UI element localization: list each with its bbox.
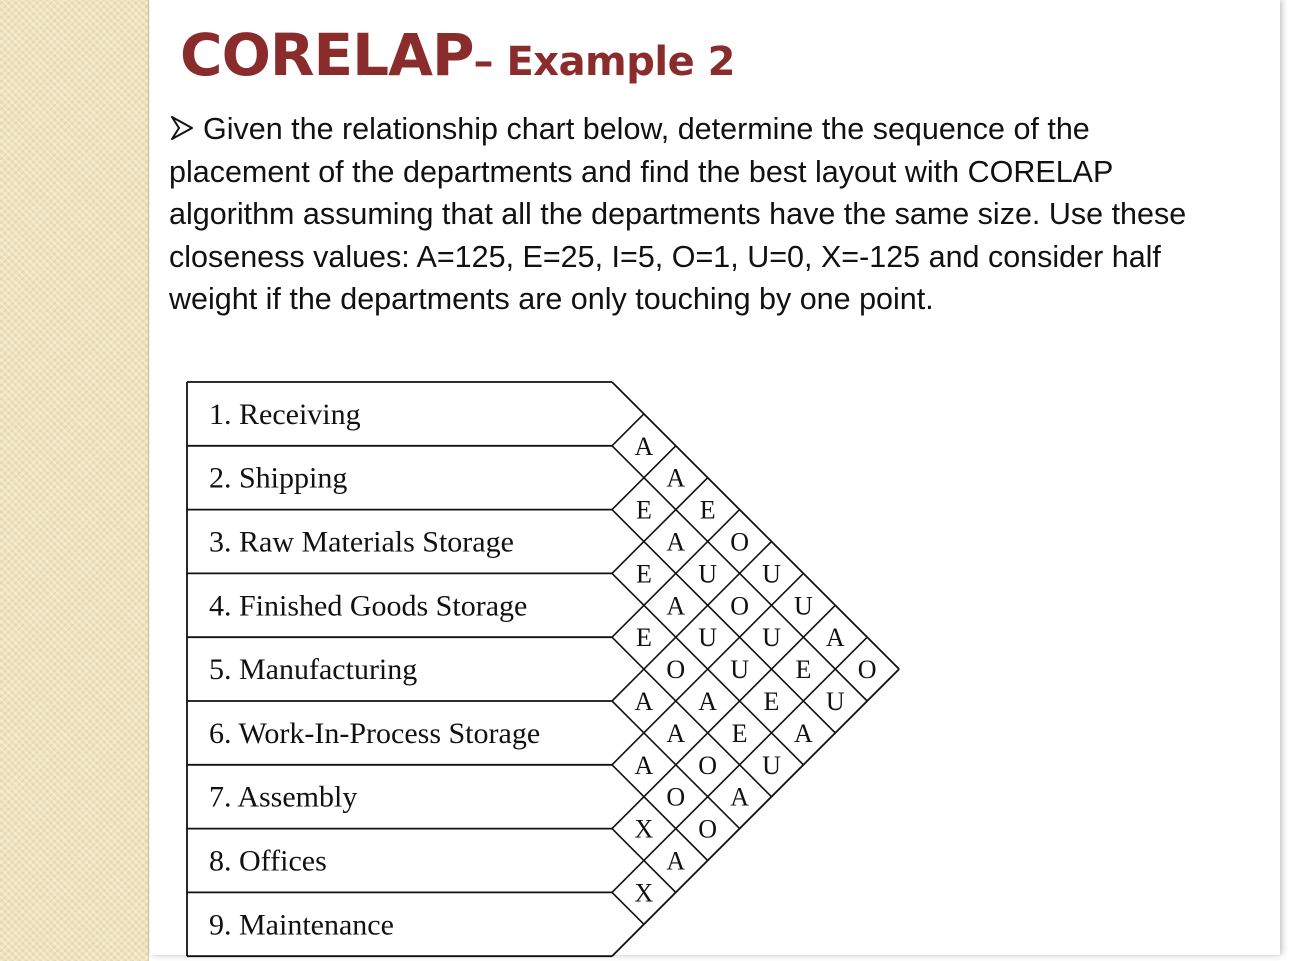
grid-diagonal-up-3 — [612, 478, 708, 574]
relationship-cell-1-8: A — [825, 623, 845, 653]
relationship-cell-4-9: U — [762, 750, 781, 780]
relationship-cell-6-7: A — [634, 750, 654, 780]
relationship-cell-1-6: U — [762, 559, 781, 589]
relationship-cell-2-4: A — [666, 527, 686, 557]
triangle-top-edge — [612, 382, 899, 669]
department-label-1: 1. Receiving — [209, 397, 361, 431]
relationship-cell-3-4: E — [635, 559, 652, 589]
relationship-cell-1-7: U — [794, 591, 813, 621]
relationship-cell-3-7: U — [730, 655, 749, 685]
relationship-cell-1-5: O — [730, 527, 749, 557]
description-text: Given the relationship chart below, determine the sequence of the placement of the departments and find the best layout with CORELAP algorithm assuming that all the departments have the same size. Use these closeness values: A=125, E=25, I=5, O=1, U=0, X=-125 and consider half weight if the departments are only touching by one point. — [169, 112, 1187, 316]
relationship-cell-7-9: A — [666, 846, 686, 876]
relationship-cell-2-3: E — [635, 495, 652, 525]
relationship-cell-1-2: A — [634, 431, 654, 461]
title-main: CORELAP — [180, 21, 474, 89]
relationship-cell-4-8: E — [731, 718, 748, 748]
relationship-cell-3-5: A — [666, 591, 686, 621]
department-label-5: 5. Manufacturing — [209, 653, 418, 687]
relationship-cell-3-6: U — [698, 623, 718, 653]
triangle-bottom-edge — [612, 669, 899, 956]
relationship-cell-8-9: X — [634, 878, 654, 908]
grid-diagonal-down-6 — [612, 765, 708, 861]
department-label-9: 9. Maintenance — [209, 908, 394, 942]
relationship-cell-4-5: E — [635, 623, 652, 653]
relationship-cell-5-8: O — [698, 750, 718, 780]
relationship-cell-5-7: A — [666, 718, 686, 748]
department-label-2: 2. Shipping — [209, 461, 348, 495]
relationship-cell-4-7: A — [698, 687, 718, 716]
relationship-cell-6-9: O — [698, 814, 718, 844]
relationship-cell-1-3: A — [666, 463, 686, 493]
relationship-cell-2-8: E — [795, 655, 812, 685]
relationship-cell-3-9: A — [794, 718, 813, 748]
relationship-cell-7-8: X — [634, 814, 654, 844]
relationship-cell-2-6: O — [730, 591, 749, 621]
relationship-cell-2-7: U — [762, 623, 781, 653]
relationship-cell-5-9: A — [730, 782, 749, 812]
relationship-cell-6-8: O — [666, 782, 686, 812]
department-label-7: 7. Assembly — [209, 780, 358, 814]
relationship-cell-2-9: U — [825, 687, 845, 716]
relationship-cell-1-4: E — [699, 495, 716, 525]
relationship-cell-1-9: O — [857, 655, 877, 685]
relationship-cell-2-5: U — [698, 559, 718, 589]
department-label-4: 4. Finished Goods Storage — [209, 589, 528, 623]
department-label-8: 8. Offices — [209, 844, 327, 878]
relationship-cell-4-6: O — [666, 655, 686, 685]
department-label-6: 6. Work-In-Process Storage — [209, 716, 541, 750]
title-sub: – Example 2 — [473, 39, 735, 85]
relationship-cell-3-8: E — [763, 687, 780, 716]
relationship-cell-5-6: A — [634, 687, 654, 716]
department-label-3: 3. Raw Materials Storage — [209, 525, 514, 559]
